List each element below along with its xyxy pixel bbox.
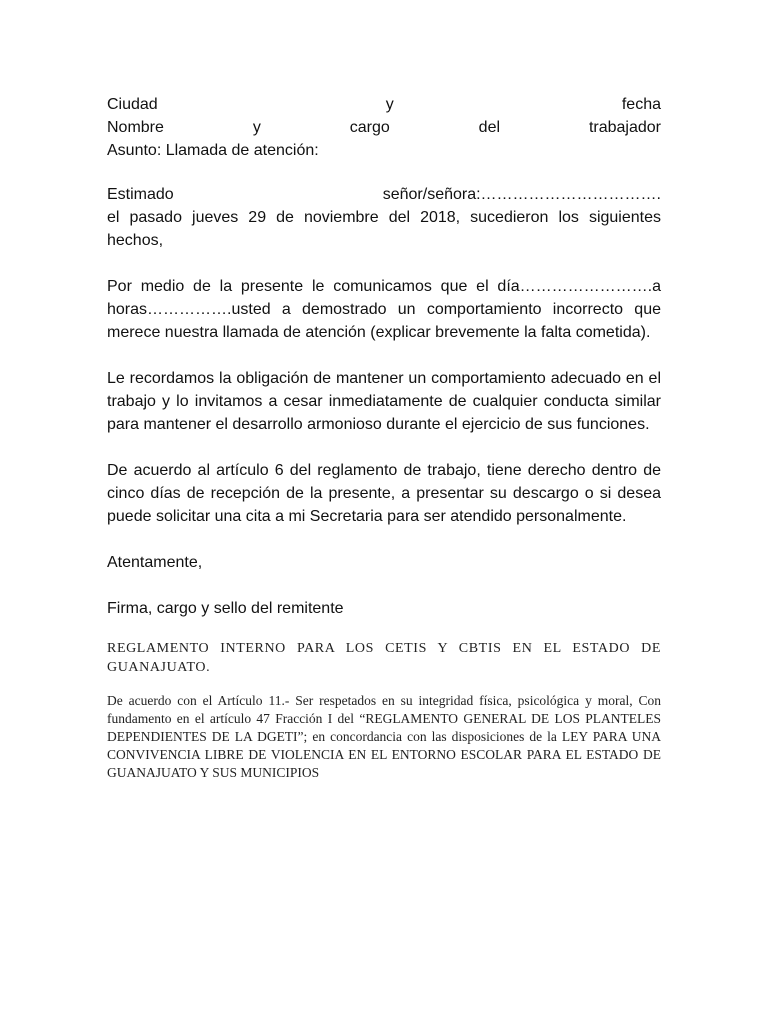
body-paragraph-1: Por medio de la presente le comunicamos que el día…………………….a horas…………….usted a demostrado un comportamiento incorrecto que merece nuestra llamada de atención (explicar brevemente la falta cometida). xyxy=(107,278,661,341)
regulation-title: REGLAMENTO INTERNO PARA LOS CETIS Y CBTIS EN EL ESTADO DE GUANAJUATO. xyxy=(107,641,661,675)
body-paragraph-3: De acuerdo al artículo 6 del reglamento de trabajo, tiene derecho dentro de cinco días de recepción de la presente, a presentar su descargo o si desea puede solicitar una cita a mi Secretaria para ser atendido personalmente. xyxy=(107,462,661,525)
recipient-line: Nombre y cargo del trabajador xyxy=(107,119,661,136)
greeting-line: Estimado señor/señora:……………………………. xyxy=(107,186,661,203)
regulation-section xyxy=(107,639,661,782)
city-date-line: Ciudad y fecha xyxy=(107,96,661,113)
body-paragraph-2: Le recordamos la obligación de mantener un comportamiento adecuado en el trabajo y lo invitamos a cesar inmediatamente de cualquier conducta similar para mantener el desarrollo armonioso durante el ejercicio de sus funciones. xyxy=(107,370,661,433)
signature-line: Firma, cargo y sello del remitente xyxy=(107,600,344,617)
letter-content xyxy=(107,93,661,782)
regulation-body: De acuerdo con el Artículo 11.- Ser respetados en su integridad física, psicológica y moral, Con fundamento en el artículo 47 Fracción I del “REGLAMENTO GENERAL DE LOS PLANTELES DEPENDIENTES DE LA DGETI”; en concordancia con las disposiciones de la LEY PARA UNA CONVIVENCIA LIBRE DE VIOLENCIA EN EL ENTORNO ESCOLAR PARA EL ESTADO DE GUANAJUATO Y SUS MUNICIPIOS xyxy=(107,693,661,780)
closing-line: Atentamente, xyxy=(107,554,203,571)
intro-paragraph: el pasado jueves 29 de noviembre del 2018, sucedieron los siguientes hechos, xyxy=(107,209,661,249)
subject-line: Asunto: Llamada de atención: xyxy=(107,142,319,159)
